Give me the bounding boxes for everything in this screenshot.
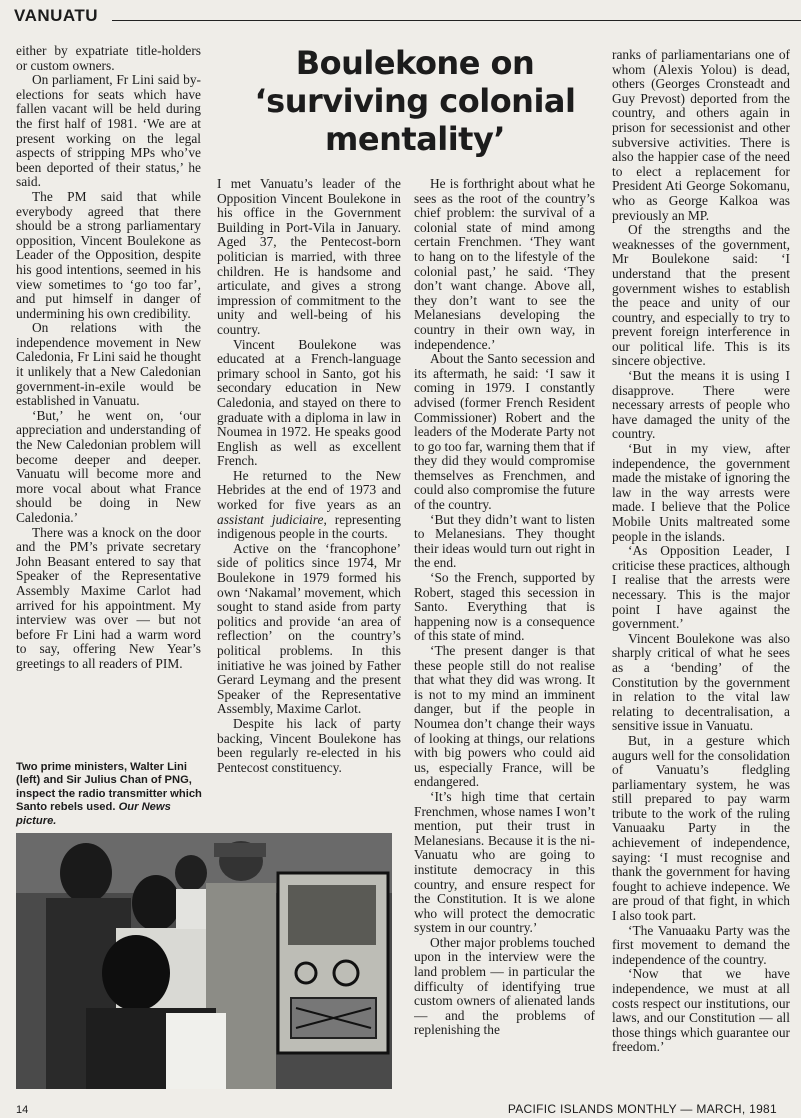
- paragraph: ranks of parliamentarians one of whom (Alexis Yolou) is dead, others (Georges Cronsteadt and Guy Prevost) deported from the country, and others again in prison for secessionist and other subversive activities. There is also the happier case of the need to elect a replacement for President Ati George Sokomanu, who as George Kalkoa was previously an MP.: [612, 48, 790, 223]
- paragraph: He is forthright about what he sees as the root of the country’s chief problem: the survival of a colonial state of mind among certain Frenchmen. ‘They want to hang on to the lifestyle of the colonial past,’ he said. ‘They don’t want change. Above all, they don’t want to see the Melanesians developing the country in their own way, in independence.’: [414, 177, 595, 352]
- magazine-footer: PACIFIC ISLANDS MONTHLY — MARCH, 1981: [507, 1102, 777, 1116]
- text-run: He returned to the New Hebrides at the end of 1973 and worked for five years as an: [217, 467, 401, 513]
- paragraph: ‘It’s high time that certain Frenchmen, whose names I won’t mention, put their trust in Melanesians. Because it is the ni-Vanuatu who are going to institute democracy in this country, and ensure respect for the Constitution. It is we alone who will protect the democratic system in our country.’: [414, 788, 595, 936]
- paragraph: ‘But,’ he went on, ‘our appreciation and understanding of the New Caledonian problem will become deeper and deeper. Vanuatu will become more and more vocal about what France should be doing in New Caledonia.’: [16, 407, 201, 525]
- section-label: VANUATU: [14, 6, 99, 25]
- headline-line: mentality’: [325, 120, 505, 158]
- paragraph: ‘The Vanuaaku Party was the first movement to demand the independence of the country.: [612, 922, 790, 967]
- column-4: [612, 48, 790, 1095]
- photo-caption: [16, 761, 206, 828]
- paragraph: [217, 469, 401, 542]
- text-run: , representing indigenous people in the courts.: [217, 511, 401, 542]
- paragraph: Despite his lack of party backing, Vincent Boulekone has been regularly re-elected in his Pentecost constituency.: [217, 715, 401, 775]
- paragraph: There was a knock on the door and the PM’s private secretary John Beasant entered to say that Speaker of the Representative Assembly Maxime Carlot had arrived for his appointment. My interview was over — but not before Fr Lini had a warm word to say, offering New Year’s greetings to all readers of PIM.: [16, 524, 201, 671]
- paragraph: ‘But the means it is using I disapprove. There were necessary arrests of people who have damaged the unity of the country.: [612, 368, 790, 442]
- paragraph: ‘But in my view, after independence, the government made the mistake of ignoring the law in the way arrests were made. I believe that the Police Mobile Units maltreated some people in the islands.: [612, 441, 790, 544]
- paragraph: The PM said that while everybody agreed that there should be a strong parliamentary opposition, Vincent Boulekone as Leader of the Opposition, despite his good intentions, seemed in his view sometimes to ‘go too far’, and put himself in danger of undermining his own credibility.: [16, 188, 201, 321]
- paragraph: On relations with the independence movement in New Caledonia, Fr Lini said he thought it unlikely that a New Caledonian government-in-exile would be established in Vanuatu.: [16, 320, 201, 409]
- paragraph: Other major problems touched upon in the interview were the land problem — in particular the difficulty of identifying true custom owners of alienated lands — and the problems of replenishing the: [414, 934, 595, 1038]
- paragraph: either by expatriate title-holders or custom owners.: [16, 44, 201, 73]
- paragraph: Active on the ‘francophone’ side of politics since 1974, Mr Boulekone in 1979 formed his own ‘Nakamal’ movement, which sought to stand aside from party politics and provide ‘an area of reflection’ on the country’s political problems. In this initiative he was joined by Father Gerard Leymang and the present Speaker of the Representative Assembly, Maxime Carlot.: [217, 540, 401, 717]
- paragraph: ‘But they didn’t want to listen to Melanesians. They thought their ideas would turn out right in the end.: [414, 511, 595, 571]
- caption-text: Two prime ministers, Walter Lini (left) and Sir Julius Chan of PNG, inspect the radio transmitter which Santo rebels used.: [16, 761, 202, 814]
- headline-line: ‘surviving colonial: [254, 82, 576, 120]
- paragraph: Of the strengths and the weaknesses of the government, Mr Boulekone said: ‘I understand that the present government wishes to establish the peace and unity of our country, and especially to try to prevent foreign interference in our political life. This is its sincere objective.: [612, 222, 790, 369]
- header-rule: [112, 20, 801, 21]
- italic-term: assistant judiciaire: [217, 511, 324, 527]
- paragraph: On parliament, Fr Lini said by-elections for seats which have fallen vacant will be held during the first half of 1981. ‘We are at present working on the legal aspects of stripping MPs who’ve been deported of their status,’ he said.: [16, 72, 201, 190]
- column-1: [16, 44, 201, 757]
- caption-credit: Our News picture.: [16, 801, 171, 827]
- paragraph: Vincent Boulekone was educated at a French-language primary school in Santo, got his secondary education in New Caledonia, and stayed on there to graduate with a diploma in law in Noumea in 1972. He speaks good English as well as excellent French.: [217, 336, 401, 469]
- paragraph: ‘Now that we have independence, we must at all costs respect our institutions, our laws, and our Constitution — all those things which guarantee our freedom.’: [612, 966, 790, 1055]
- paragraph: ‘As Opposition Leader, I criticise these practices, although I realise that the arrests were necessary. This is the major point I have against the government.’: [612, 543, 790, 632]
- paragraph: Vincent Boulekone was also sharply critical of what he sees as a ‘bending’ of the Constitution by the government in relation to the vital law relating to decentralisation, a sensitive issue in Vanuatu.: [612, 630, 790, 734]
- news-photo: [16, 833, 392, 1089]
- paragraph: ‘The present danger is that these people still do not realise that what they did was wrong. It is not to my mind an imminent danger, but if the people in Noumea don’t change their ways of looking at things, our relations with big powers who could aid us, especially France, will be endangered.: [414, 643, 595, 790]
- column-2: [217, 177, 401, 822]
- column-3: [414, 177, 595, 1095]
- page-number: 14: [16, 1104, 29, 1116]
- paragraph: About the Santo secession and its aftermath, he said: ‘I saw it coming in 1979. I constantly advised (former French Resident Commissioner) Robert and the leaders of the Moderate Party not to go too far, warning them that if they did they would compromise themselves as Frenchmen, and could also compromise the future of the country.: [414, 351, 595, 513]
- photo-illustration: [16, 833, 392, 1089]
- paragraph: I met Vanuatu’s leader of the Opposition Vincent Boulekone in his office in the Government Building in Port-Vila in January. Aged 37, the Pentecost-born politician is married, with three children. He is handsome and articulate, and gives a strong impression of commitment to the unity and well-being of his country.: [217, 177, 401, 337]
- paragraph: ‘So the French, supported by Robert, staged this secession in Santo. Everything that is happening now is a consequence of this state of mind.: [414, 570, 595, 644]
- article-headline: [230, 44, 600, 158]
- headline-line: Boulekone on: [295, 44, 535, 82]
- paragraph: But, in a gesture which augurs well for the consolidation of Vanuatu’s fledgling parliamentary system, he was still prepared to pay warm tribute to the work of the ruling Vanuaaku Party in the achievement of independence, saying: ‘I must recognise and thank the government for having fought to achieve indepence. We are proud of that fight, in which I also took part.: [612, 732, 790, 924]
